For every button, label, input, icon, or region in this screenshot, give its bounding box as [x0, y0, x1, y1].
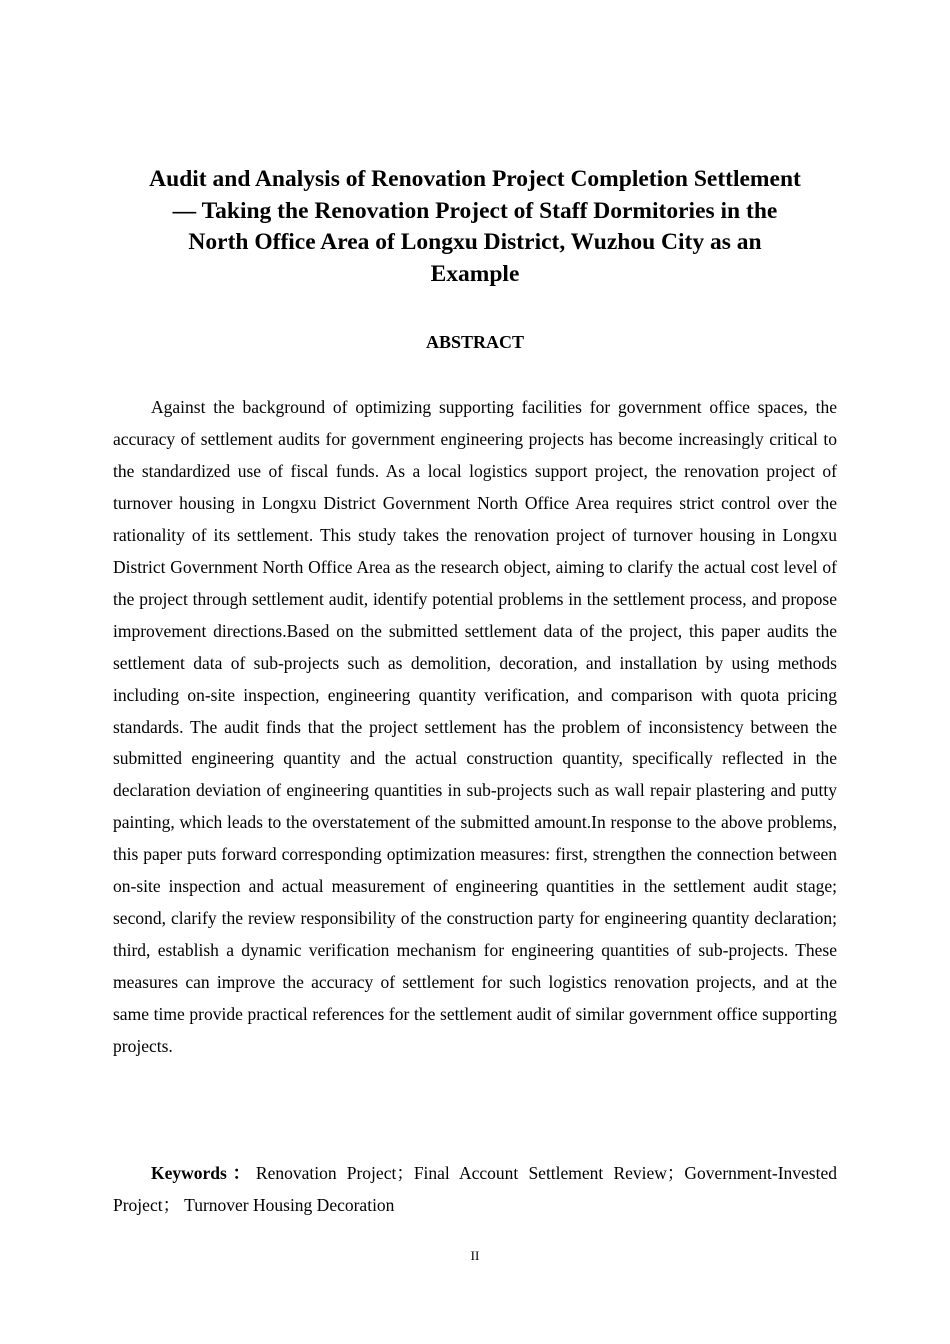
- paper-title: [100, 164, 850, 290]
- title-line-1: Audit and Analysis of Renovation Project Completion Settlement: [149, 166, 801, 192]
- title-line-4: Example: [430, 260, 520, 287]
- keywords-paragraph: [113, 1157, 837, 1221]
- abstract-body: Against the background of optimizing supporting facilities for government office spaces, the accuracy of settlement audits for government engineering projects has become increasingly critical to the standardized use of fiscal funds. As a local logistics support project, the renovation project of turnover housing in Longxu District Government North Office Area requires strict control over the rationality of its settlement. This study takes the renovation project of turnover housing in Longxu District Government North Office Area as the research object, aiming to clarify the actual cost level of the project through settlement audit, identify potential problems in the settlement process, and propose improvement directions.Based on the submitted settlement data of the project, this paper audits the settlement data of sub-projects such as demolition, decoration, and installation by using methods including on-site inspection, engineering quantity verification, and comparison with quota pricing standards. The audit finds that the project settlement has the problem of inconsistency between the submitted engineering quantity and the actual construction quantity, specifically reflected in the declaration deviation of engineering quantities in sub-projects such as wall repair plastering and putty painting, which leads to the overstatement of the submitted amount.In response to the above problems, this paper puts forward corresponding optimization measures: first, strengthen the connection between on-site inspection and actual measurement of engineering quantities in the settlement audit stage; second, clarify the review responsibility of the construction party for engineering quantity declaration; third, establish a dynamic verification mechanism for engineering quantities of sub-projects. These measures can improve the accuracy of settlement for such logistics renovation projects, and at the same time provide practical references for the settlement audit of similar government office supporting projects.: [113, 397, 837, 1057]
- keywords-text: Renovation Project；Final Account Settlement Review；Government-Invested Project； Turnover Housing Decoration: [113, 1163, 837, 1215]
- page-number: II: [470, 1248, 480, 1263]
- title-line-2: — Taking the Renovation Project of Staff Dormitories in the: [172, 197, 778, 224]
- abstract-heading: ABSTRACT: [425, 332, 525, 352]
- title-line-3: North Office Area of Longxu District, Wuzhou City as an: [188, 229, 762, 255]
- keywords-label: Keywords：: [151, 1163, 256, 1183]
